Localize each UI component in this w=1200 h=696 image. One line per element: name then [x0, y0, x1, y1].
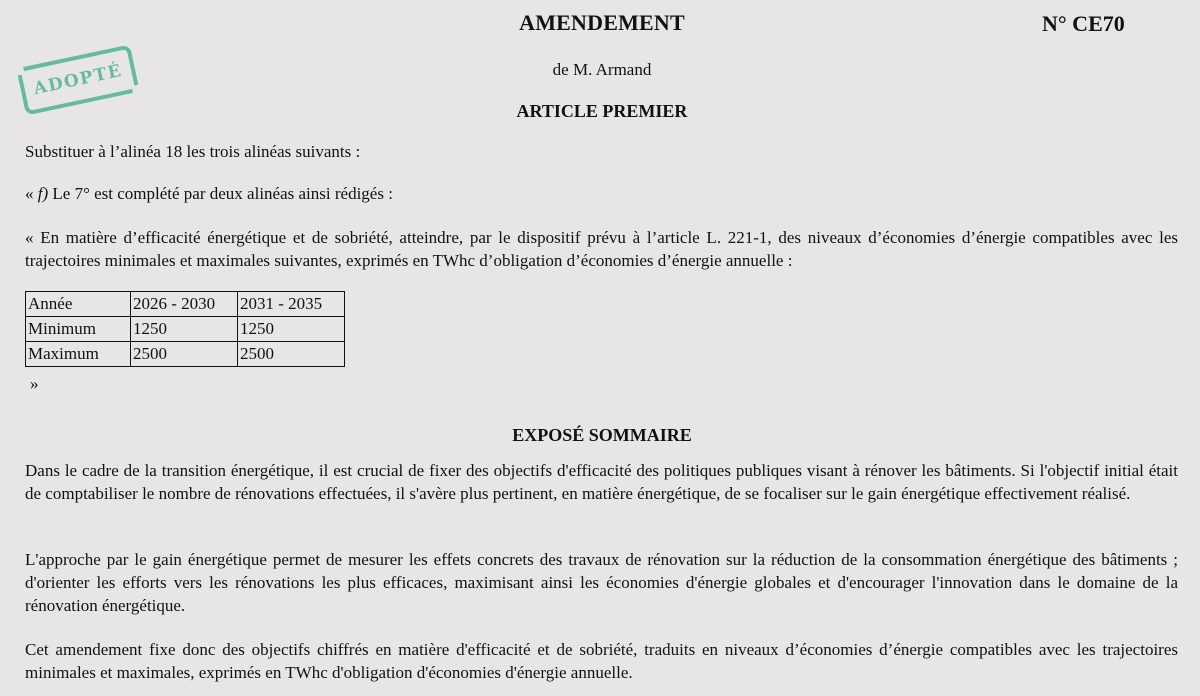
expose-paragraph-1: Dans le cadre de la transition énergétique, il est crucial de fixer des objectifs d'efficacité des politiques publiques visant à rénover les bâtiments. Si l'objectif initial était de comptabiliser le nombre de rénovations effectuées, il s'avère plus pertinent, en matière énergétique, de se focaliser sur le gain énergétique effectivement réalisé.	[25, 461, 1178, 503]
table-row	[26, 317, 345, 342]
table-cell: 2500	[238, 342, 345, 367]
table-cell: 2500	[131, 342, 238, 367]
document-title: AMENDEMENT	[519, 10, 685, 35]
table-cell: Maximum	[26, 342, 131, 367]
table-cell: 1250	[131, 317, 238, 342]
table-header-cell: 2031 - 2035	[238, 292, 345, 317]
alinea-letter: f)	[37, 184, 49, 203]
expose-paragraph-3: Cet amendement fixe donc des objectifs chiffrés en matière d'efficacité et de sobriété, traduits en niveaux d’économies d’énergie compatibles avec les trajectoires minimales et maximales, exprimés en TWhc d'obligation d'économies d'énergie annuelle.	[25, 640, 1178, 682]
amendment-number: N° CE70	[1042, 11, 1125, 36]
table-header-cell: Année	[26, 292, 131, 317]
table-row	[26, 342, 345, 367]
body-paragraph-3: « En matière d’efficacité énergétique et de sobriété, atteindre, par le dispositif prévu à l’article L. 221-1, des niveaux d’économies d’énergie compatibles avec les trajectoires minimales et maximales suivantes, exprimés en TWhc d’obligation d’économies d’énergie annuelle :	[25, 228, 1178, 270]
body-paragraph-2-text: Le 7° est complété par deux alinéas ainsi rédigés :	[48, 184, 393, 203]
table-header-cell: 2026 - 2030	[131, 292, 238, 317]
table-cell: 1250	[238, 317, 345, 342]
closing-quote: »	[30, 374, 39, 393]
article-heading: ARTICLE PREMIER	[516, 101, 688, 121]
trajectories-table	[25, 291, 345, 367]
body-paragraph-1: Substituer à l’alinéa 18 les trois alinéas suivants :	[25, 142, 361, 161]
table-cell: Minimum	[26, 317, 131, 342]
body-paragraph-2	[25, 182, 1178, 205]
stamp-label: ADOPTÉ	[31, 60, 125, 100]
table-header-row	[26, 292, 345, 317]
expose-heading: EXPOSÉ SOMMAIRE	[512, 425, 692, 445]
expose-paragraph-2: L'approche par le gain énergétique permet de mesurer les effets concrets des travaux de rénovation sur la réduction de la consommation énergétique des bâtiments ; d'orienter les efforts vers les rénovations les plus efficaces, maximisant ainsi les économies d'énergie globales et d'encourager l'innovation dans le domaine de la rénovation énergétique.	[25, 550, 1178, 615]
author-line: de M. Armand	[552, 60, 652, 79]
quote-open: «	[25, 184, 38, 203]
